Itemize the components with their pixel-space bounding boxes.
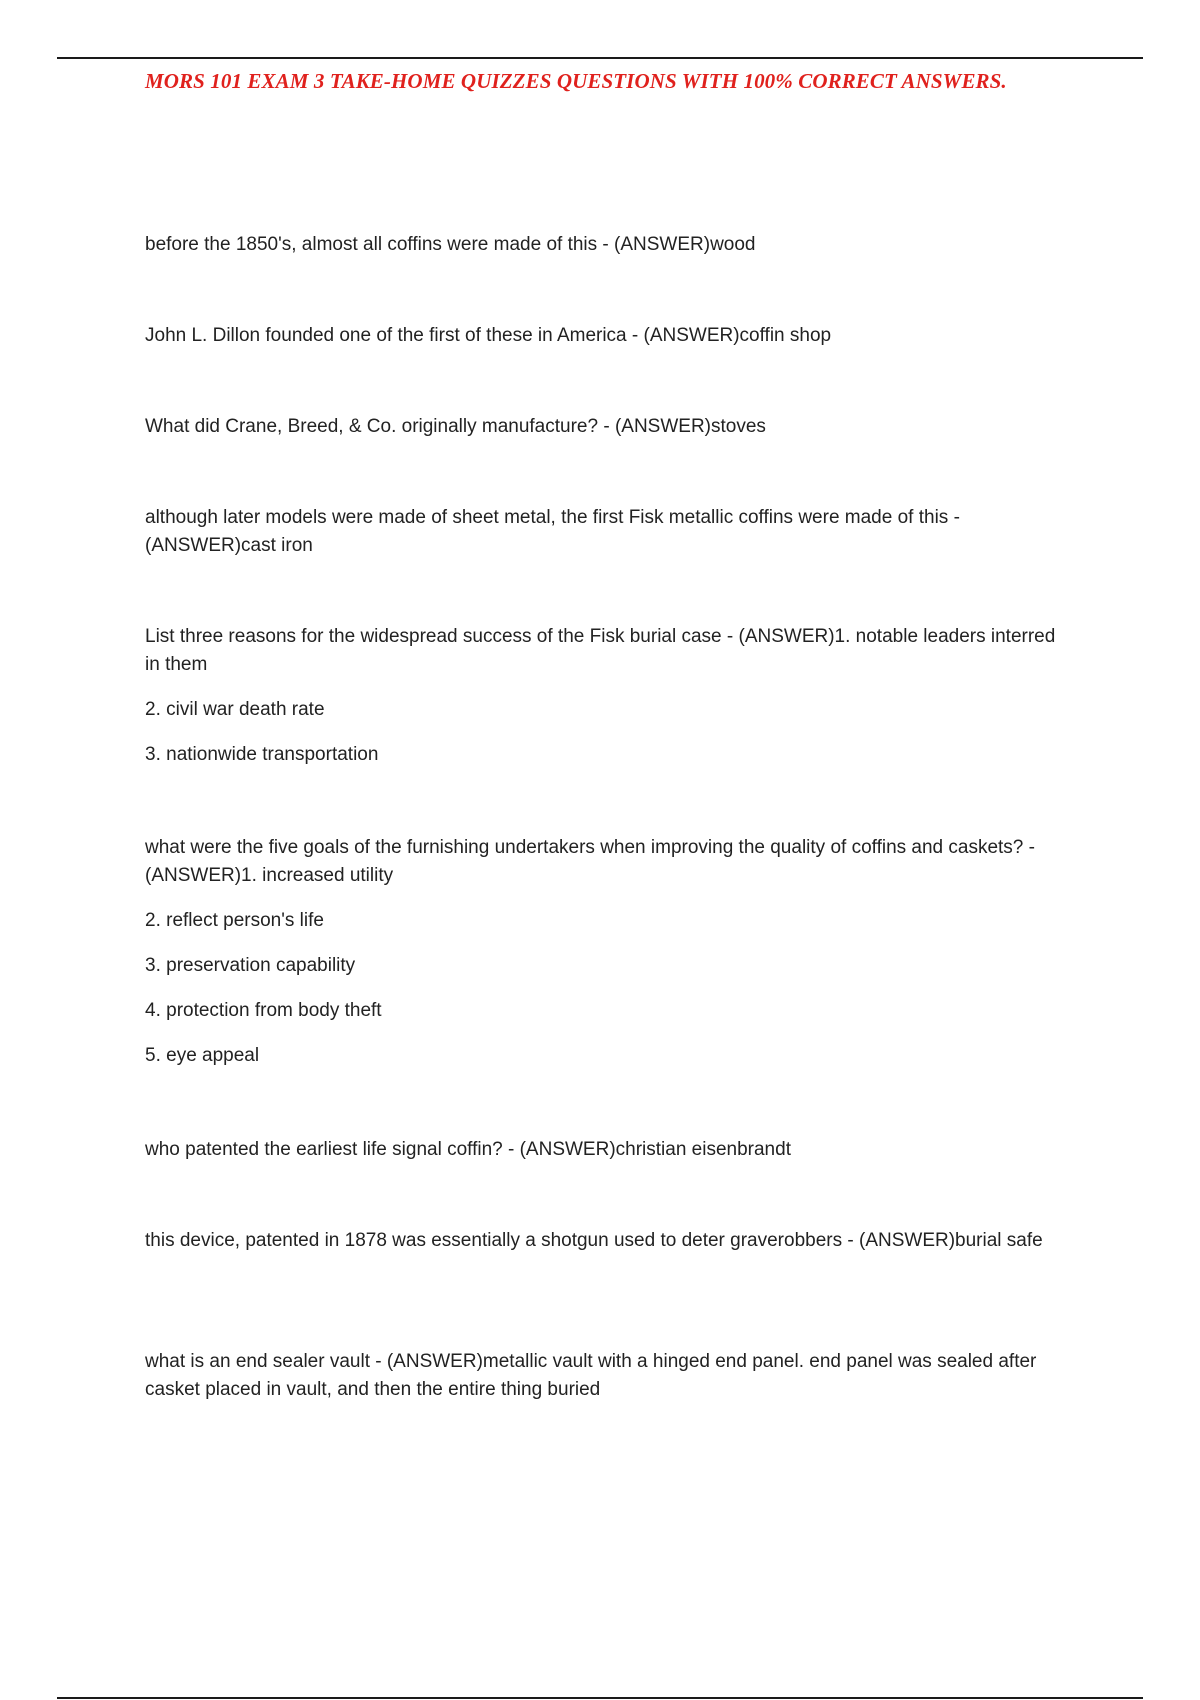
qa-list-item: 2. reflect person's life bbox=[145, 910, 324, 931]
qa-text: who patented the earliest life signal coffin? - (ANSWER)christian eisenbrandt bbox=[145, 1139, 791, 1160]
qa-text: What did Crane, Breed, & Co. originally manufacture? - (ANSWER)stoves bbox=[145, 416, 766, 437]
qa-text: John L. Dillon founded one of the first of these in America - (ANSWER)coffin shop bbox=[145, 325, 832, 346]
top-rule bbox=[57, 57, 1143, 59]
qa-text: this device, patented in 1878 was essentially a shotgun used to deter graverobbers - (ANSWER)burial safe bbox=[145, 1230, 1043, 1251]
bottom-rule bbox=[57, 1697, 1143, 1699]
qa-text: what were the five goals of the furnishing undertakers when improving the quality of coffins and caskets? - (ANSWER)1. increased utility bbox=[145, 837, 1035, 886]
qa-item-4 bbox=[145, 504, 1060, 560]
qa-item-2 bbox=[145, 322, 1060, 350]
qa-item-8 bbox=[145, 1227, 1060, 1255]
qa-text: although later models were made of sheet metal, the first Fisk metallic coffins were made of this - (ANSWER)cast iron bbox=[145, 507, 960, 556]
qa-item-6 bbox=[145, 834, 1060, 1070]
qa-list-item: 5. eye appeal bbox=[145, 1045, 260, 1066]
qa-item-9 bbox=[145, 1348, 1060, 1404]
qa-item-1 bbox=[145, 231, 1060, 259]
qa-list-item: 2. civil war death rate bbox=[145, 699, 325, 720]
page-title: MORS 101 EXAM 3 TAKE-HOME QUIZZES QUESTIONS WITH 100% CORRECT ANSWERS. bbox=[145, 69, 1007, 93]
qa-text: before the 1850's, almost all coffins were made of this - (ANSWER)wood bbox=[145, 234, 756, 255]
qa-text: what is an end sealer vault - (ANSWER)metallic vault with a hinged end panel. end panel was sealed after casket placed in vault, and then the entire thing buried bbox=[145, 1351, 1037, 1400]
qa-item-5 bbox=[145, 623, 1060, 769]
qa-item-7 bbox=[145, 1136, 1060, 1164]
qa-text: List three reasons for the widespread success of the Fisk burial case - (ANSWER)1. notable leaders interred in them bbox=[145, 626, 1056, 675]
qa-list-item: 4. protection from body theft bbox=[145, 1000, 382, 1021]
qa-list-item: 3. nationwide transportation bbox=[145, 744, 379, 765]
qa-item-3 bbox=[145, 413, 1060, 441]
qa-list-item: 3. preservation capability bbox=[145, 955, 356, 976]
